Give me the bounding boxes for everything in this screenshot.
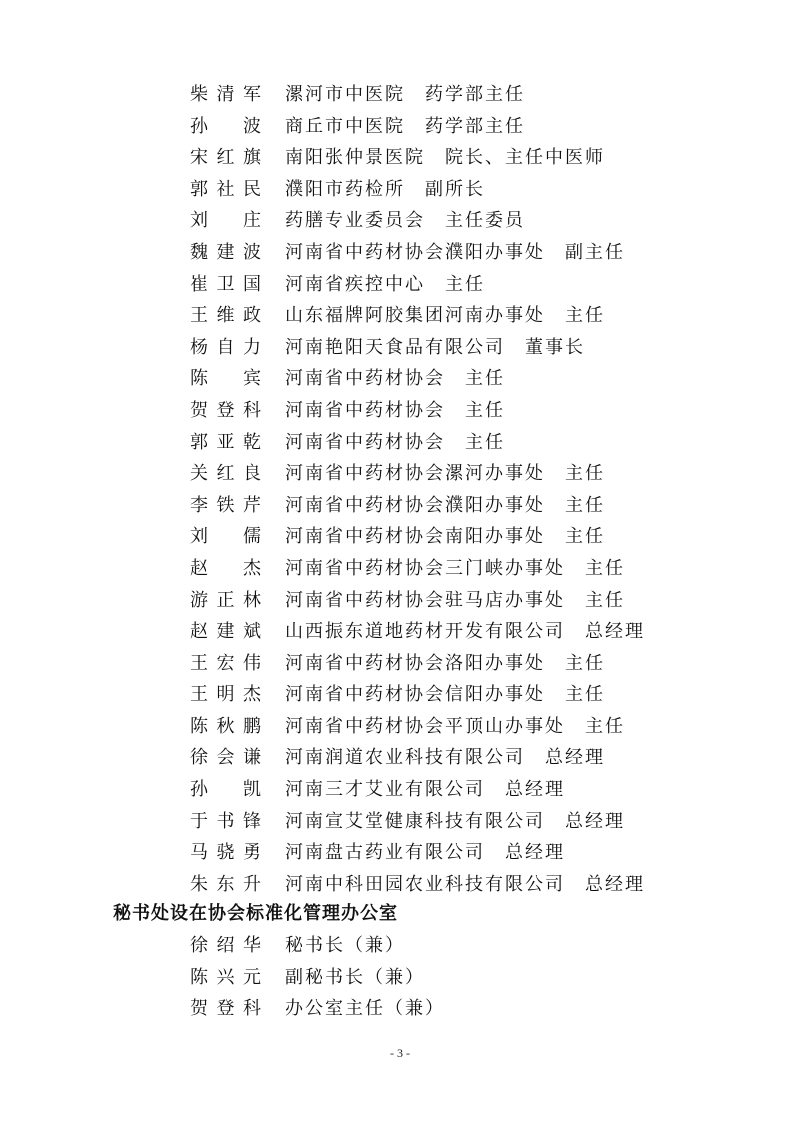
list-item xyxy=(0,521,800,553)
staff-name: 徐绍华 xyxy=(190,935,262,956)
page-number: - 3 - xyxy=(390,1046,410,1060)
list-item xyxy=(0,269,800,301)
member-title: 河南省中药材协会南阳办事处 主任 xyxy=(285,526,605,548)
member-title: 河南宣艾堂健康科技有限公司 总经理 xyxy=(285,810,625,832)
member-name: 刘 儒 xyxy=(190,526,262,548)
member-title: 商丘市中医院 药学部主任 xyxy=(285,115,525,137)
member-title: 河南润道农业科技有限公司 总经理 xyxy=(285,747,605,769)
list-item xyxy=(0,395,800,427)
secretariat-heading: 秘书处设在协会标准化管理办公室 xyxy=(113,903,398,924)
list-item xyxy=(0,869,800,901)
list-item xyxy=(0,111,800,143)
list-item xyxy=(0,237,800,269)
member-list xyxy=(0,79,800,900)
member-title: 南阳张仲景医院 院长、主任中医师 xyxy=(285,147,605,169)
member-title: 河南省中药材协会 主任 xyxy=(285,431,505,453)
member-name: 郭社民 xyxy=(190,178,262,200)
list-item xyxy=(0,930,800,962)
member-name: 王宏伟 xyxy=(190,652,262,674)
member-title: 河南省中药材协会信阳办事处 主任 xyxy=(285,684,605,706)
list-item xyxy=(0,490,800,522)
list-item xyxy=(0,79,800,111)
member-name: 于书锋 xyxy=(190,810,262,832)
member-title: 河南省中药材协会漯河办事处 主任 xyxy=(285,463,605,485)
member-name: 陈秋鹏 xyxy=(190,715,262,737)
member-title: 河南省中药材协会平顶山办事处 主任 xyxy=(285,715,625,737)
secretariat-list xyxy=(0,930,800,1025)
member-title: 山西振东道地药材开发有限公司 总经理 xyxy=(285,621,645,643)
member-name: 柴清军 xyxy=(190,84,262,105)
list-item xyxy=(0,585,800,617)
member-title: 山东福牌阿胶集团河南办事处 主任 xyxy=(285,305,605,327)
member-name: 徐会谦 xyxy=(190,747,262,769)
member-title: 河南省中药材协会洛阳办事处 主任 xyxy=(285,652,605,674)
member-title: 漯河市中医院 药学部主任 xyxy=(285,84,525,105)
member-name: 杨自力 xyxy=(190,336,262,358)
member-name: 朱东升 xyxy=(190,873,262,895)
staff-title: 办公室主任（兼） xyxy=(285,998,445,1020)
list-item xyxy=(0,774,800,806)
list-item xyxy=(0,332,800,364)
member-title: 河南省疾控中心 主任 xyxy=(285,273,485,295)
staff-name: 陈兴元 xyxy=(190,966,262,988)
member-name: 刘 庄 xyxy=(190,210,262,232)
member-name: 魏建波 xyxy=(190,241,262,263)
member-name: 陈 宾 xyxy=(190,368,262,390)
list-item xyxy=(0,458,800,490)
list-item xyxy=(0,363,800,395)
member-title: 河南省中药材协会濮阳办事处 副主任 xyxy=(285,241,625,263)
member-name: 王维政 xyxy=(190,305,262,327)
staff-name: 贺登科 xyxy=(190,998,262,1020)
member-name: 马骁勇 xyxy=(190,842,262,864)
member-name: 孙 波 xyxy=(190,115,262,137)
member-name: 关红良 xyxy=(190,463,262,485)
staff-title: 秘书长（兼） xyxy=(285,935,405,956)
member-title: 河南省中药材协会 主任 xyxy=(285,368,505,390)
member-title: 濮阳市药检所 副所长 xyxy=(285,178,485,200)
member-name: 崔卫国 xyxy=(190,273,262,295)
member-name: 贺登科 xyxy=(190,399,262,421)
list-item xyxy=(0,300,800,332)
list-item xyxy=(0,174,800,206)
member-name: 赵 杰 xyxy=(190,557,262,579)
member-title: 药膳专业委员会 主任委员 xyxy=(285,210,525,232)
list-item xyxy=(0,742,800,774)
member-title: 河南省中药材协会三门峡办事处 主任 xyxy=(285,557,625,579)
list-item xyxy=(0,806,800,838)
list-item xyxy=(0,993,800,1025)
staff-title: 副秘书长（兼） xyxy=(285,966,425,988)
member-name: 赵建斌 xyxy=(190,621,262,643)
member-name: 王明杰 xyxy=(190,684,262,706)
member-title: 河南三才艾业有限公司 总经理 xyxy=(285,779,565,801)
list-item xyxy=(0,427,800,459)
list-item xyxy=(0,837,800,869)
member-title: 河南省中药材协会濮阳办事处 主任 xyxy=(285,494,605,516)
member-name: 游正林 xyxy=(190,589,262,611)
list-item xyxy=(0,142,800,174)
list-item xyxy=(0,648,800,680)
member-name: 孙 凯 xyxy=(190,779,262,801)
list-item xyxy=(0,679,800,711)
member-name: 宋红旗 xyxy=(190,147,262,169)
list-item xyxy=(0,962,800,994)
member-name: 郭亚乾 xyxy=(190,431,262,453)
member-title: 河南中科田园农业科技有限公司 总经理 xyxy=(285,873,645,895)
list-item xyxy=(0,711,800,743)
member-title: 河南盘古药业有限公司 总经理 xyxy=(285,842,565,864)
member-title: 河南艳阳天食品有限公司 董事长 xyxy=(285,336,585,358)
member-title: 河南省中药材协会 主任 xyxy=(285,399,505,421)
list-item xyxy=(0,616,800,648)
list-item xyxy=(0,205,800,237)
member-title: 河南省中药材协会驻马店办事处 主任 xyxy=(285,589,625,611)
list-item xyxy=(0,553,800,585)
member-name: 李铁芹 xyxy=(190,494,262,516)
